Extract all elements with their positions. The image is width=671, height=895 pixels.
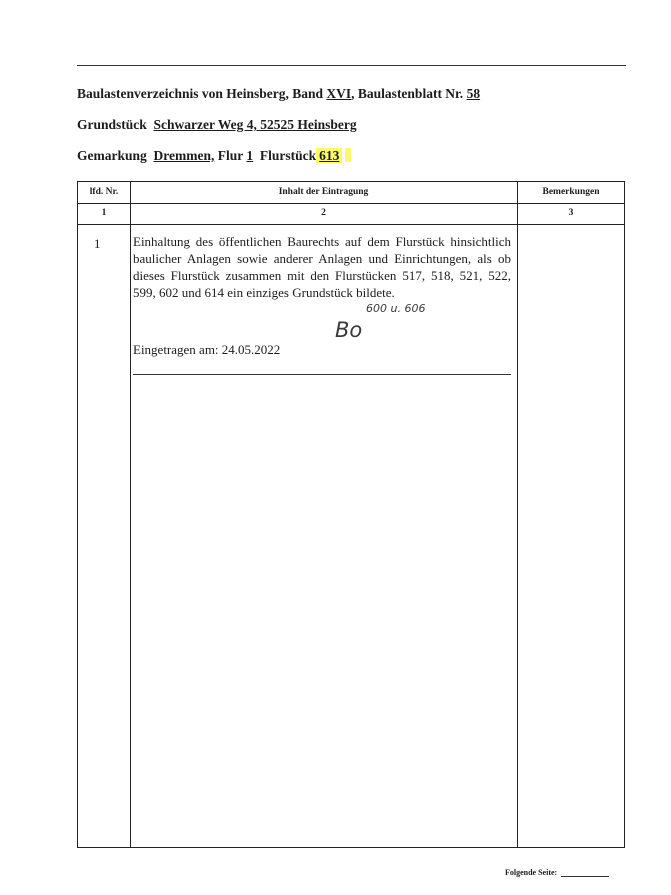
col-header-lfd-nr: lfd. Nr.: [89, 187, 119, 197]
entry-text: Einhaltung des öffentlichen Baurechts auf dem Flurstück hinsichtlich baulicher Anlagen sowie anderer Anlagen und Einrichtungen, als ob dieses Flurstück zusammen mit den Flurstücken 517, 518, 521, 522, 599, 602 und 614 ein einziges Grundstück bildete.: [133, 234, 511, 300]
entry-number: 1: [94, 236, 101, 251]
footer-label: Folgende Seite:: [505, 868, 558, 877]
col-number-1: 1: [101, 208, 107, 218]
entry-table: [77, 181, 625, 848]
column-divider-2: [517, 182, 518, 847]
col-header-bemerkungen: Bemerkungen: [542, 187, 600, 197]
col-number-3: 3: [568, 208, 574, 218]
flur-label: Flur: [217, 148, 244, 163]
band-number: XVI: [326, 86, 352, 101]
register-title-prefix: Baulastenverzeichnis von Heinsberg, Band: [77, 86, 327, 101]
handwritten-note: 600 u. 606: [366, 302, 426, 315]
grundstueck-value: Schwarzer Weg 4, 52525 Heinsberg: [153, 117, 357, 132]
handwritten-initials: Bo: [335, 318, 363, 342]
grundstueck-line: [77, 117, 357, 133]
grundstueck-label: Grundstück: [77, 117, 147, 132]
number-row-divider: [78, 224, 624, 225]
header-row-divider: [78, 203, 624, 204]
entry-closing-rule: [133, 374, 511, 375]
footer-blank-line: [561, 876, 609, 877]
gemarkung-value: Dremmen,: [153, 148, 215, 163]
flurstueck-label: Flurstück: [259, 148, 317, 163]
register-title-mid: , Baulastenblatt Nr.: [351, 86, 467, 101]
gemarkung-line: [77, 148, 351, 164]
column-divider-1: [130, 182, 131, 847]
eingetragen-date: Eingetragen am: 24.05.2022: [133, 342, 281, 357]
gemarkung-label: Gemarkung: [77, 148, 147, 163]
flurstueck-value: 613: [316, 148, 342, 163]
flur-value: 1: [246, 148, 254, 163]
highlight-mark: [345, 148, 351, 162]
col-number-2: 2: [321, 208, 326, 218]
blatt-number: 58: [466, 86, 481, 101]
col-header-inhalt: Inhalt der Eintragung: [278, 187, 369, 197]
footer-next-page: [505, 868, 609, 877]
register-title: [77, 86, 480, 102]
top-rule: [77, 65, 626, 66]
